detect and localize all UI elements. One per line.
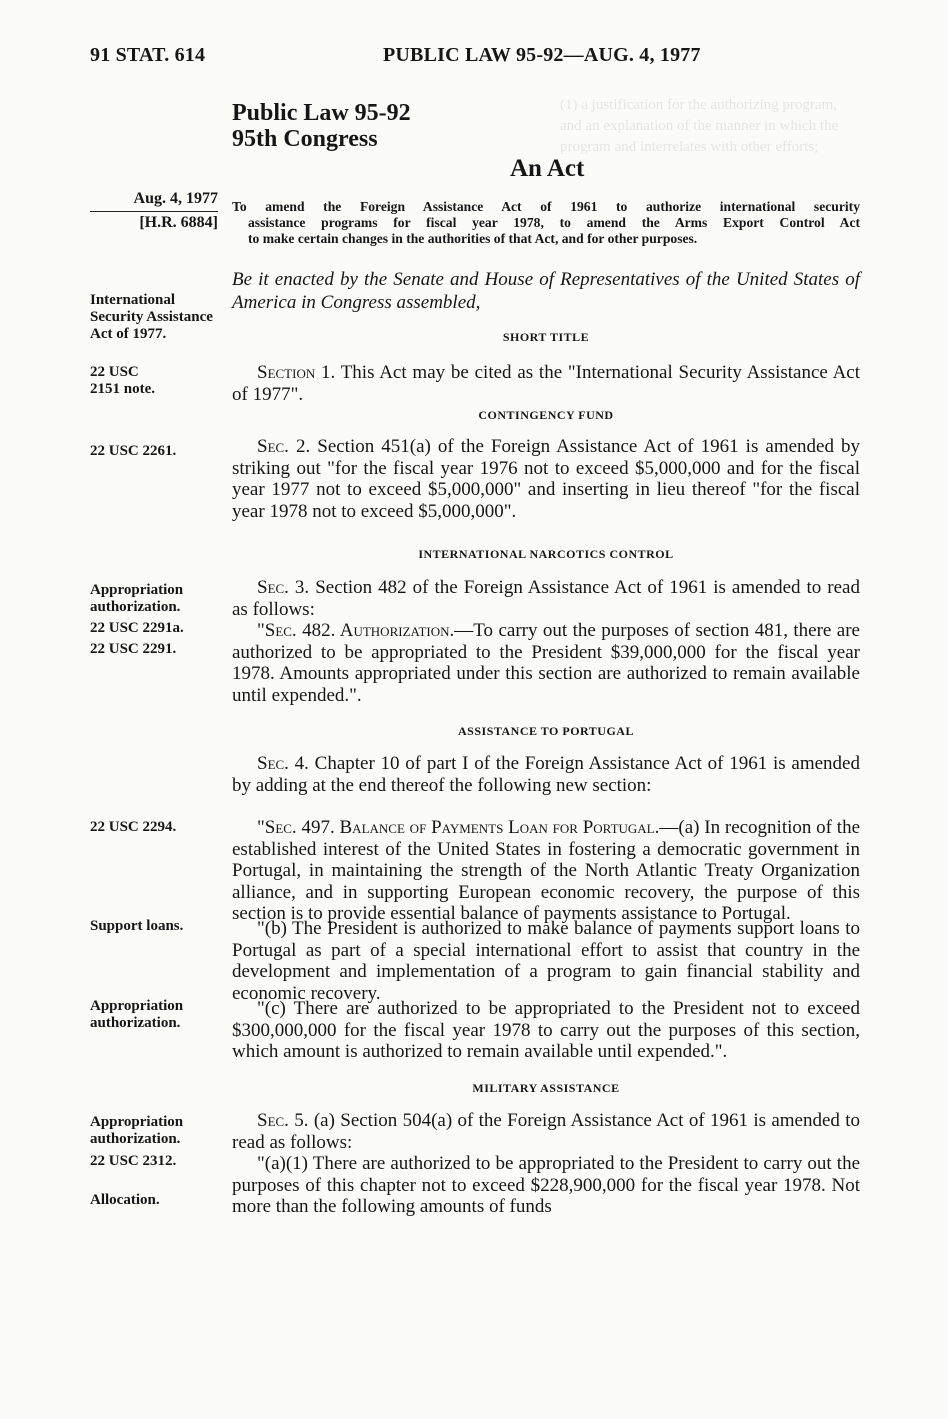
enacting-clause: Be it enacted by the Senate and House of Representatives of the United States of America in Congress assembled,	[232, 269, 860, 313]
section-label: Sec. 4.	[257, 753, 309, 774]
margin-note-usc-2312: 22 USC 2312.	[90, 1153, 177, 1169]
margin-note-appropriation: Appropriation authorization.	[90, 582, 184, 615]
margin-note-usc-2261: 22 USC 2261.	[90, 443, 177, 459]
section-text: —To carry out the purposes of section 481, there are authorized to be appropriated to the President $39,000,000 for the fiscal year 1978. Amounts appropriated under this section are authorized to remain available until expended.".	[232, 620, 860, 706]
law-title-block	[232, 100, 411, 152]
section-heading-military: MILITARY ASSISTANCE	[472, 1081, 620, 1095]
margin-note-support-loans: Support loans.	[90, 918, 184, 934]
enactment-date-block	[88, 188, 218, 234]
public-law-number: Public Law 95-92	[232, 100, 411, 126]
section-heading-short-title: SHORT TITLE	[502, 330, 590, 344]
bleed-through-text: (1) a justification for the authorizing program, and an explanation of the manner in which the program and interrelates with other efforts;	[560, 97, 839, 155]
margin-note-usc-2291a: 22 USC 2291a.	[90, 620, 184, 636]
section-5	[232, 1110, 860, 1153]
act-heading: An Act	[510, 155, 585, 182]
section-heading-narcotics: INTERNATIONAL NARCOTICS CONTROL	[418, 547, 674, 561]
section-3	[232, 577, 860, 620]
section-497-c: "(c) There are authorized to be appropriated to the President not to exceed $300,000,000 for the fiscal year 1978 to carry out the purposes of this section, which amount is authorized to remain available until expended.".	[232, 998, 860, 1062]
section-label: Sec. 2.	[257, 436, 311, 457]
purpose-line: assistance programs for fiscal year 1978, to amend the Arms Export Control Act	[248, 215, 860, 230]
section-4	[232, 753, 860, 796]
section-text: This Act may be cited as the "International Security Assistance Act of 1977".	[232, 362, 860, 405]
bill-number: [H.R. 6884]	[139, 214, 218, 231]
margin-note-appropriation: Appropriation authorization.	[90, 998, 184, 1031]
section-label: Sec. 3.	[257, 577, 310, 598]
section-5-a-1: "(a)(1) There are authorized to be appropriated to the President to carry out the purposes of this chapter not to exceed $228,900,000 for the fiscal year 1978. Not more than the following amounts of funds	[232, 1153, 860, 1217]
section-text: (a) Section 504(a) of the Foreign Assistance Act of 1961 is amended to read as follows:	[232, 1110, 861, 1153]
section-text: Section 451(a) of the Foreign Assistance Act of 1961 is amended by striking out "for the fiscal year 1976 not to exceed $5,000,000 and for the fiscal year 1977 not to exceed $5,000,000" and inserting in lieu thereof "for the fiscal year 1978 not to exceed $5,000,000".	[232, 436, 860, 522]
running-header: PUBLIC LAW 95-92—AUG. 4, 1977	[383, 44, 701, 66]
margin-note-intl-security: International Security Assistance Act of 1977.	[90, 292, 213, 342]
section-heading-contingency-fund: CONTINGENCY FUND	[478, 408, 614, 422]
act-purpose	[232, 199, 860, 247]
section-482	[232, 620, 860, 706]
section-label: "Sec. 497. Balance of Payments Loan for Portugal.	[257, 817, 660, 838]
section-text: —(a) In recognition of the established interest of the United States in fostering a democratic government in Portugal, in maintaining the strength of the North Atlantic Treaty Organization alliance, and in supporting European economic recovery, the purpose of this section is to provide essential balance of payments assistance to Portugal.	[232, 817, 861, 924]
section-2	[232, 436, 860, 522]
enactment-date: Aug. 4, 1977	[133, 190, 218, 207]
margin-note-usc-2294: 22 USC 2294.	[90, 819, 177, 835]
section-text: Chapter 10 of part I of the Foreign Assistance Act of 1961 is amended by adding at the end thereof the following new section:	[232, 753, 860, 796]
margin-note-usc-2291: 22 USC 2291.	[90, 641, 177, 657]
section-497-b: "(b) The President is authorized to make balance of payments support loans to Portugal as part of a special international effort to assist that country in the development and implementation of a program to gain financial stability and economic recovery.	[232, 918, 860, 1004]
section-label: "Sec. 482. Authorization.	[257, 620, 455, 641]
margin-note-allocation: Allocation.	[90, 1192, 160, 1208]
section-label: Section 1.	[257, 362, 336, 383]
section-text: Section 482 of the Foreign Assistance Act of 1961 is amended to read as follows:	[232, 577, 860, 620]
section-497-a	[232, 817, 860, 925]
section-1	[232, 362, 860, 405]
congress-number: 95th Congress	[232, 126, 378, 152]
purpose-line: to make certain changes in the authorities of that Act, and for other purposes.	[248, 231, 698, 246]
purpose-line: To amend the Foreign Assistance Act of 1961 to authorize international security	[232, 199, 860, 214]
margin-note-appropriation: Appropriation authorization.	[90, 1114, 184, 1147]
margin-note-usc-2151: 22 USC 2151 note.	[90, 364, 155, 397]
section-label: Sec. 5.	[257, 1110, 309, 1131]
stat-page-number: 91 STAT. 614	[90, 44, 206, 66]
section-heading-portugal: ASSISTANCE TO PORTUGAL	[458, 724, 634, 738]
